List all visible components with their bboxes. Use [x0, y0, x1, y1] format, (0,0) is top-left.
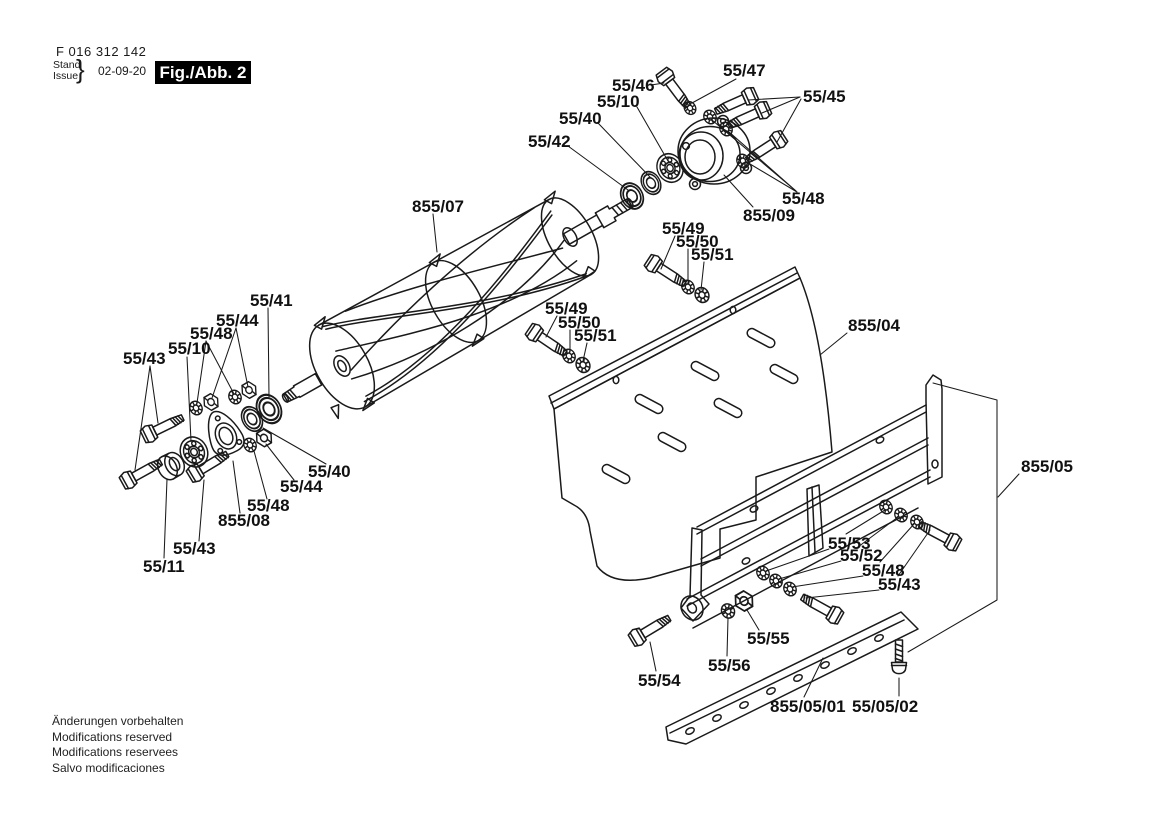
- part-label: 55/42: [528, 132, 571, 151]
- bottom-blade-strip-855-05-01: [666, 612, 918, 744]
- document-number: F 016 312 142: [56, 44, 147, 59]
- part-label: 55/54: [638, 671, 681, 690]
- part-label: 855/05/01: [770, 697, 846, 716]
- revision-date: 02-09-20: [98, 64, 147, 78]
- part-label: 55/40: [559, 109, 602, 128]
- part-label: 55/50: [558, 313, 601, 332]
- part-label: 855/08: [218, 511, 270, 530]
- part-label: 55/05/02: [852, 697, 919, 716]
- part-label: 855/04: [848, 316, 900, 335]
- part-label: 55/56: [708, 656, 751, 675]
- figure-number-badge: Fig./Abb. 2: [155, 61, 251, 84]
- part-label: 55/50: [676, 232, 719, 251]
- part-label: 55/43: [123, 349, 166, 368]
- part-labels: [123, 61, 1073, 716]
- revision-brace: }: [76, 54, 85, 84]
- part-label: 55/10: [168, 339, 211, 358]
- part-label: 855/07: [412, 197, 464, 216]
- part-label: 55/47: [723, 61, 766, 80]
- part-label: 55/48: [190, 324, 233, 343]
- screw-55-05-02: [892, 640, 907, 674]
- part-label: 55/49: [545, 299, 588, 318]
- leader-lines: [135, 79, 1019, 697]
- part-label: 55/55: [747, 629, 790, 648]
- part-label: 55/10: [597, 92, 640, 111]
- part-label: 55/53: [828, 534, 871, 553]
- washer-55-40-top: [637, 168, 665, 198]
- part-label: 55/43: [173, 539, 216, 558]
- modification-notice: Änderungen vorbehalten Modifications reserved Modifications reservees Salvo modificaciones: [52, 714, 184, 775]
- bearing-housing-855-09: [678, 116, 752, 190]
- part-label: 55/43: [878, 575, 921, 594]
- part-label: 55/48: [782, 189, 825, 208]
- washer-trio-left: [754, 564, 798, 598]
- part-label: 55/51: [691, 245, 734, 264]
- revision-label: Stand Issue: [53, 59, 81, 82]
- part-label: 55/44: [216, 311, 259, 330]
- part-label: 55/41: [250, 291, 293, 310]
- part-label: 55/45: [803, 87, 846, 106]
- washer-55-42: [616, 179, 648, 213]
- part-label: 55/51: [574, 326, 617, 345]
- part-label: 55/11: [143, 557, 185, 576]
- part-label: 55/48: [862, 561, 905, 580]
- part-label: 55/49: [662, 219, 705, 238]
- bolt-55-43-right: [916, 517, 963, 553]
- part-label: 855/05: [1021, 457, 1073, 476]
- part-label: 55/46: [612, 76, 655, 95]
- part-label: 55/52: [840, 546, 883, 565]
- part-label: 55/48: [247, 496, 290, 515]
- flange-855-08: [199, 405, 248, 460]
- part-label: 55/44: [280, 477, 323, 496]
- part-label: 855/09: [743, 206, 795, 225]
- part-label: 55/40: [308, 462, 351, 481]
